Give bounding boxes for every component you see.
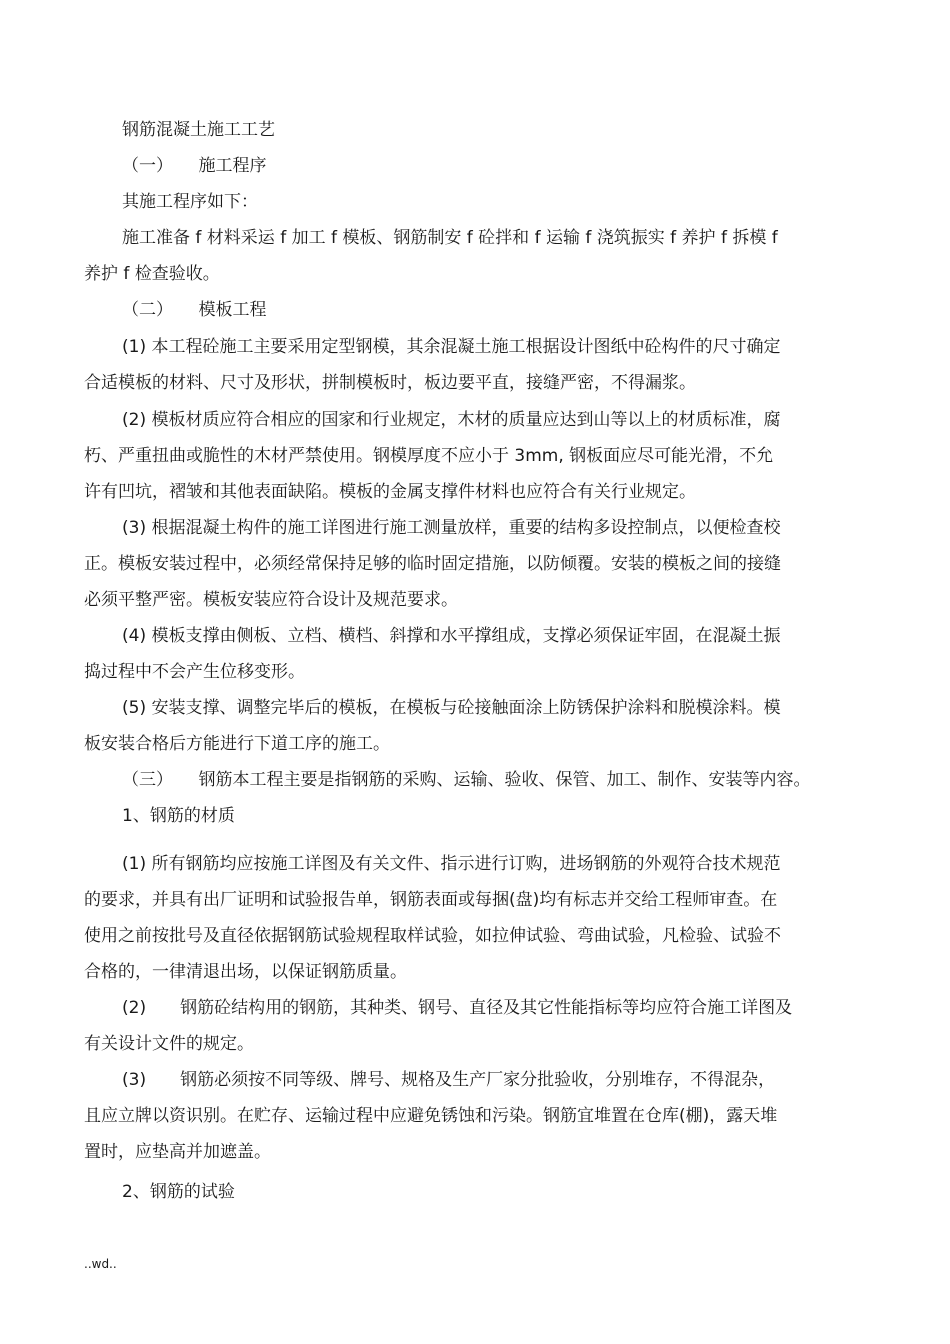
text-line: 施工准备 f 材料采运 f 加工 f 模板、钢筋制安 f 砼拌和 f 运输 f 浇筑振实 f 养护 f 拆模 f: [122, 228, 778, 248]
text-line: 使用之前按批号及直径依据钢筋试验规程取样试验，如拉伸试验、弯曲试验，凡检验、试验不: [84, 926, 781, 946]
subsection-heading: 1、钢筋的材质: [122, 806, 235, 826]
text-line: 合适模板的材料、尺寸及形状，拼制模板时，板边要平直，接缝严密，不得漏浆。: [84, 373, 696, 393]
text-line: 有关设计文件的规定。: [84, 1034, 254, 1054]
section-heading: （一） 施工程序: [122, 156, 267, 176]
text-line: (2) 模板材质应符合相应的国家和行业规定，木材的质量应达到山等以上的材质标准，腐: [122, 410, 781, 430]
text-line: 其施工程序如下：: [122, 192, 258, 212]
page-footer: ..wd..: [84, 1257, 117, 1271]
text-line: (1) 所有钢筋均应按施工详图及有关文件、指示进行订购，进场钢筋的外观符合技术规范: [122, 854, 781, 874]
text-line: (1) 本工程砼施工主要采用定型钢模，其余混凝土施工根据设计图纸中砼构件的尺寸确定: [122, 337, 781, 357]
text-line: 板安装合格后方能进行下道工序的施工。: [84, 734, 390, 754]
document-title: 钢筋混凝土施工工艺: [122, 120, 275, 140]
text-line: 正。模板安装过程中，必须经常保持足够的临时固定措施，以防倾覆。安装的模板之间的接缝: [84, 554, 781, 574]
text-line: 许有凹坑，褶皱和其他表面缺陷。模板的金属支撑件材料也应符合有关行业规定。: [84, 482, 696, 502]
section-heading: （二） 模板工程: [122, 300, 267, 320]
text-line: 朽、严重扭曲或脆性的木材严禁使用。钢模厚度不应小于 3mm, 钢板面应尽可能光滑，不允: [84, 446, 774, 466]
text-line: (2) 钢筋砼结构用的钢筋，其种类、钢号、直径及其它性能指标等均应符合施工详图及: [122, 998, 793, 1018]
text-line: 置时，应垫高并加遮盖。: [84, 1142, 271, 1162]
text-line: (3) 根据混凝土构件的施工详图进行施工测量放样，重要的结构多设控制点，以便检查校: [122, 518, 781, 538]
text-line: 合格的，一律清退出场，以保证钢筋质量。: [84, 962, 407, 982]
text-line: (5) 安装支撑、调整完毕后的模板，在模板与砼接触面涂上防锈保护涂料和脱模涂料。模: [122, 698, 781, 718]
text-line: (3) 钢筋必须按不同等级、牌号、规格及生产厂家分批验收，分别堆存，不得混杂，: [122, 1070, 776, 1090]
text-line: 且应立牌以资识别。在贮存、运输过程中应避免锈蚀和污染。钢筋宜堆置在仓库(棚)，露天堆: [84, 1106, 778, 1126]
section-heading: （三） 钢筋本工程主要是指钢筋的采购、运输、验收、保管、加工、制作、安装等内容。: [122, 770, 811, 790]
text-line: (4) 模板支撑由侧板、立档、横档、斜撑和水平撑组成，支撑必须保证牢固，在混凝土振: [122, 626, 781, 646]
text-line: 捣过程中不会产生位移变形。: [84, 662, 305, 682]
text-line: 的要求，并具有出厂证明和试验报告单，钢筋表面或每捆(盘)均有标志并交给工程师审查。在: [84, 890, 778, 910]
subsection-heading: 2、钢筋的试验: [122, 1182, 235, 1202]
text-line: 必须平整严密。模板安装应符合设计及规范要求。: [84, 590, 458, 610]
text-line: 养护 f 检查验收。: [84, 264, 220, 284]
